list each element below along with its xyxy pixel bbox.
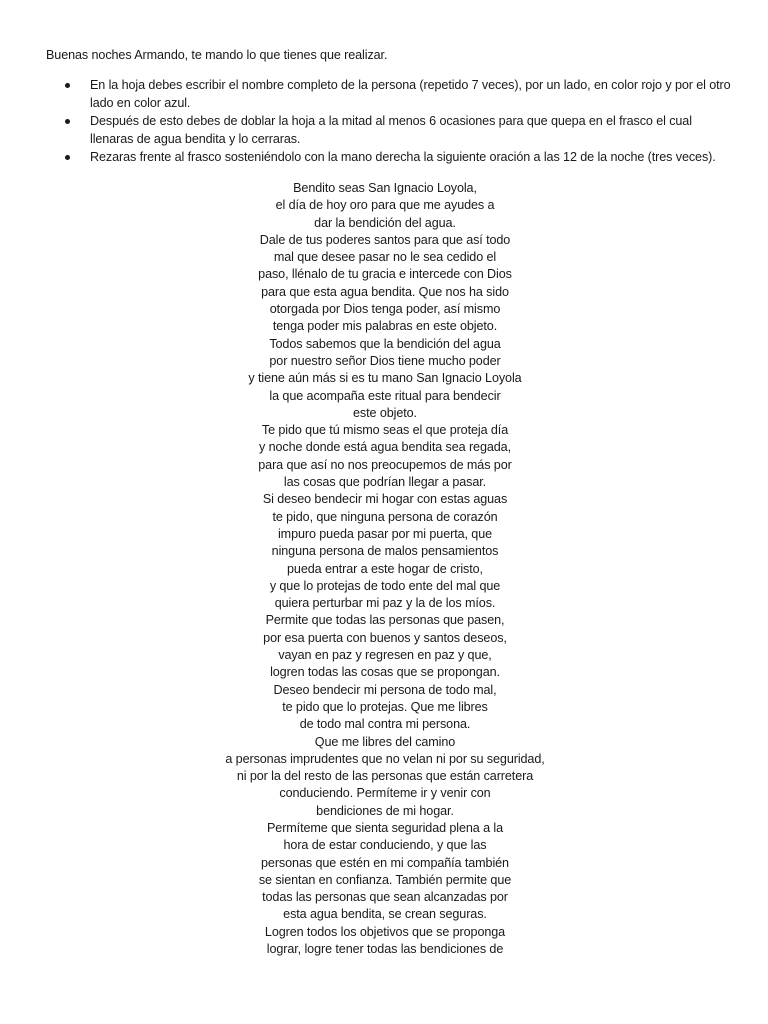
instruction-item: [46, 76, 736, 112]
prayer-line: Que me libres del camino: [314, 734, 456, 749]
prayer-line: Logren todos los objetivos que se proponga: [264, 924, 506, 939]
prayer-line: Deseo bendecir mi persona de todo mal,: [273, 682, 497, 697]
instruction-item: [46, 112, 736, 148]
prayer-line: te pido, que ninguna persona de corazón: [272, 509, 498, 524]
prayer-line: hora de estar conduciendo, y que las: [283, 838, 487, 853]
greeting-line: Buenas noches Armando, te mando lo que tienes que realizar.: [46, 48, 388, 62]
instruction-text: En la hoja debes escribir el nombre completo de la persona (repetido 7 veces), por un lado, en color rojo y por el otro lado en color azul.: [90, 78, 731, 110]
prayer-line: Todos sabemos que la bendición del agua: [269, 336, 501, 351]
prayer-line: se sientan en confianza. También permite que: [258, 872, 512, 887]
bullet-icon: [65, 119, 70, 124]
prayer-line: Te pido que tú mismo seas el que proteja día: [261, 423, 509, 438]
prayer-line: impuro pueda pasar por mi puerta, que: [277, 526, 493, 541]
prayer-line: todas las personas que sean alcanzadas por: [262, 890, 508, 905]
prayer-line: bendiciones de mi hogar.: [316, 803, 454, 818]
bullet-icon: [65, 83, 70, 88]
prayer-line: y que lo protejas de todo ente del mal que: [269, 578, 501, 593]
prayer-line: Si deseo bendecir mi hogar con estas aguas: [262, 492, 508, 507]
prayer-line: Permite que todas las personas que pasen,: [265, 613, 505, 628]
prayer-line: lograr, logre tener todas las bendiciones de: [266, 942, 504, 957]
prayer-line: otorgada por Dios tenga poder, así mismo: [269, 302, 501, 317]
prayer-line: tenga poder mis palabras en este objeto.: [272, 319, 498, 334]
prayer-line: para que así no nos preocupemos de más por: [258, 457, 512, 472]
prayer-line: paso, llénalo de tu gracia e intercede con Dios: [258, 267, 512, 282]
prayer-line: Permíteme que sienta seguridad plena a la: [266, 820, 504, 835]
prayer-line: esta agua bendita, se crean seguras.: [283, 907, 487, 922]
instruction-text: Después de esto debes de doblar la hoja a la mitad al menos 6 ocasiones para que quepa en el frasco el cual llenaras de agua bendita y lo cerraras.: [90, 114, 692, 146]
prayer-line: dar la bendición del agua.: [314, 215, 456, 230]
prayer-line: personas que estén en mi compañía también: [261, 855, 509, 870]
prayer-line: y noche donde está agua bendita sea regada,: [259, 440, 511, 455]
prayer-line: mal que desee pasar no le sea cedido el: [273, 250, 497, 265]
prayer-line: ninguna persona de malos pensamientos: [271, 544, 499, 559]
prayer-line: logren todas las cosas que se propongan.: [270, 665, 500, 680]
prayer-line: por esa puerta con buenos y santos deseos,: [263, 630, 507, 645]
prayer-line: pueda entrar a este hogar de cristo,: [287, 561, 483, 576]
prayer-text: [180, 180, 590, 958]
prayer-line: a personas imprudentes que no velan ni por su seguridad,: [225, 751, 545, 766]
prayer-line: el día de hoy oro para que me ayudes a: [275, 198, 495, 213]
prayer-line: conduciendo. Permíteme ir y venir con: [279, 786, 491, 801]
instruction-text: Rezaras frente al frasco sosteniéndolo con la mano derecha la siguiente oración a las 12 de la noche (tres veces).: [90, 150, 716, 164]
prayer-line: y tiene aún más si es tu mano San Ignacio Loyola: [248, 371, 522, 386]
prayer-line: para que esta agua bendita. Que nos ha sido: [261, 284, 509, 299]
instruction-item: [46, 148, 736, 166]
prayer-line: quiera perturbar mi paz y la de los míos.: [274, 596, 496, 611]
prayer-line: Dale de tus poderes santos para que así todo: [259, 232, 511, 247]
instructions-list: [46, 76, 736, 166]
prayer-line: Bendito seas San Ignacio Loyola,: [293, 181, 477, 195]
prayer-line: de todo mal contra mi persona.: [299, 717, 471, 732]
prayer-line: la que acompaña este ritual para bendecir: [269, 388, 501, 403]
prayer-line: este objeto.: [353, 405, 417, 420]
bullet-icon: [65, 155, 70, 160]
prayer-line: ni por la del resto de las personas que están carretera: [236, 769, 534, 784]
prayer-line: por nuestro señor Dios tiene mucho poder: [269, 353, 501, 368]
prayer-line: te pido que lo protejas. Que me libres: [282, 699, 488, 714]
prayer-line: las cosas que podrían llegar a pasar.: [283, 475, 487, 490]
prayer-line: vayan en paz y regresen en paz y que,: [278, 648, 492, 663]
